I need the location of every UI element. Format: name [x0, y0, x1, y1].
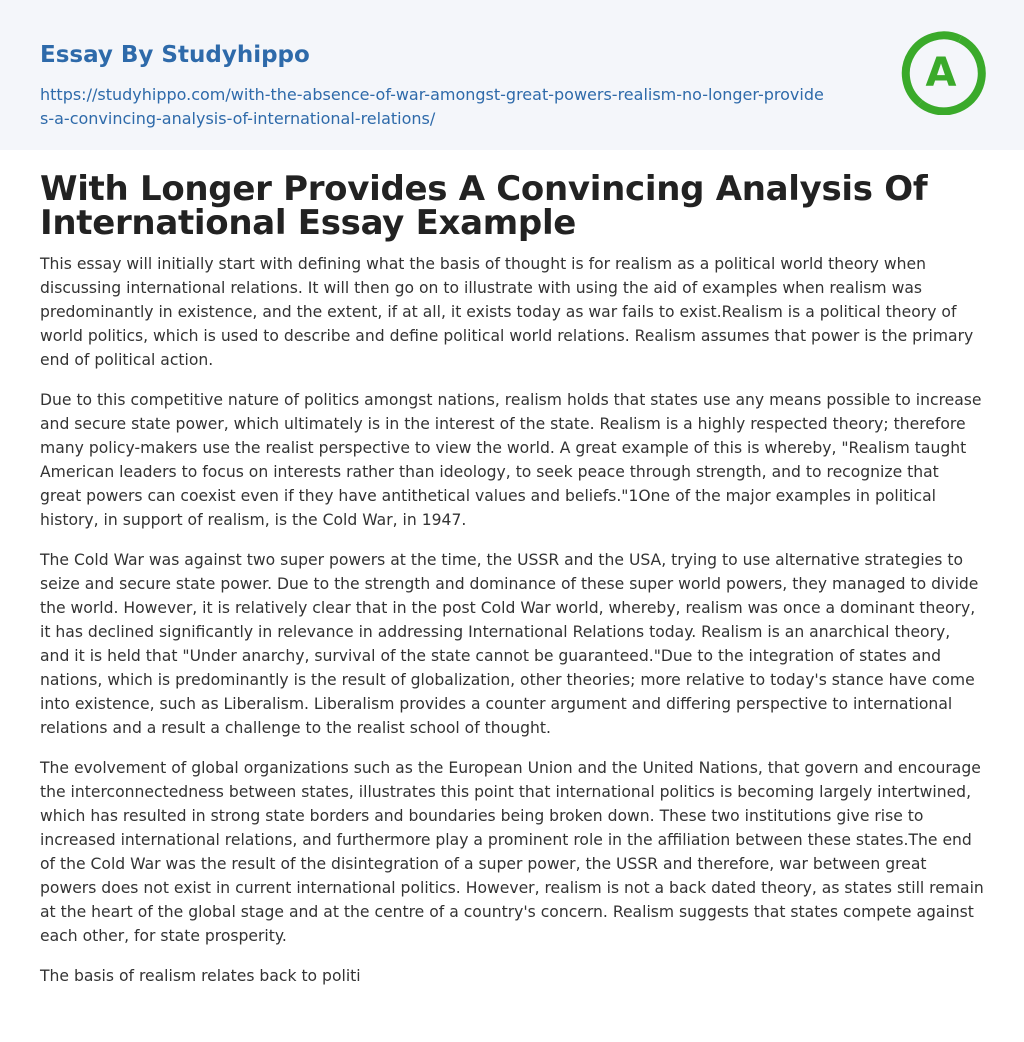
- site-header: [0, 0, 1024, 150]
- essay-paragraph-3: The Cold War was against two super powers at the time, the USSR and the USA, trying to use alternative strategies to seize and secure state power. Due to the strength and dominance of these super world powers, they managed to divide the world. However, it is relatively clear that in the post Cold War world, whereby, realism was once a dominant theory, it has declined significantly in relevance in addressing International Relations today. Realism is an anarchical theory, and it is held that "Under anarchy, survival of the state cannot be guaranteed."Due to the integration of states and nations, which is predominantly is the result of globalization, other theories; more relative to today's stance have come into existence, such as Liberalism. Liberalism provides a counter argument and differing perspective to international relations and a result a challenge to the realist school of thought.: [40, 551, 979, 737]
- article: [0, 150, 1024, 988]
- essay-paragraph-1: This essay will initially start with defining what the basis of thought is for realism as a political world theory when discussing international relations. It will then go on to illustrate with using the aid of examples when realism was predominantly in existence, and the extent, if at all, it exists today as war fails to exist.Realism is a political theory of world politics, which is used to describe and define political world relations. Realism assumes that power is the primary end of political action.: [40, 255, 974, 369]
- logo-letter: A: [925, 50, 957, 96]
- essay-url-link[interactable]: https://studyhippo.com/with-the-absence-of-war-amongst-great-powers-realism-no-longer-provides-a-convincing-analysis-of-international-relations/: [40, 85, 824, 128]
- essay-paragraph-2: Due to this competitive nature of politics amongst nations, realism holds that states use any means possible to increase and secure state power, which ultimately is in the interest of the state. Realism is a highly respected theory; therefore many policy-makers use the realist perspective to view the world. A great example of this is whereby, "Realism taught American leaders to focus on interests rather than ideology, to seek peace through strength, and to recognize that great powers can coexist even if they have antithetical values and beliefs."1One of the major examples in political history, in support of realism, is the Cold War, in 1947.: [40, 391, 982, 529]
- site-brand[interactable]: Essay By Studyhippo: [40, 42, 310, 68]
- essay-paragraph-4: The evolvement of global organizations such as the European Union and the United Nations, that govern and encourage the interconnectedness between states, illustrates this point that international politics is becoming largely intertwined, which has resulted in strong state borders and boundaries being broken down. These two institutions give rise to increased international relations, and furthermore play a prominent role in the affiliation between these states.The end of the Cold War was the result of the disintegration of a super power, the USSR and therefore, war between great powers does not exist in current international politics. However, realism is not a back dated theory, as states still remain at the heart of the global stage and at the centre of a country's concern. Realism suggests that states compete against each other, for state prosperity.: [40, 759, 984, 945]
- essay-title: With Longer Provides A Convincing Analysis Of International Essay Example: [40, 169, 928, 243]
- studyhippo-logo-icon[interactable]: [900, 29, 986, 115]
- essay-paragraph-5: The basis of realism relates back to politi: [40, 967, 361, 985]
